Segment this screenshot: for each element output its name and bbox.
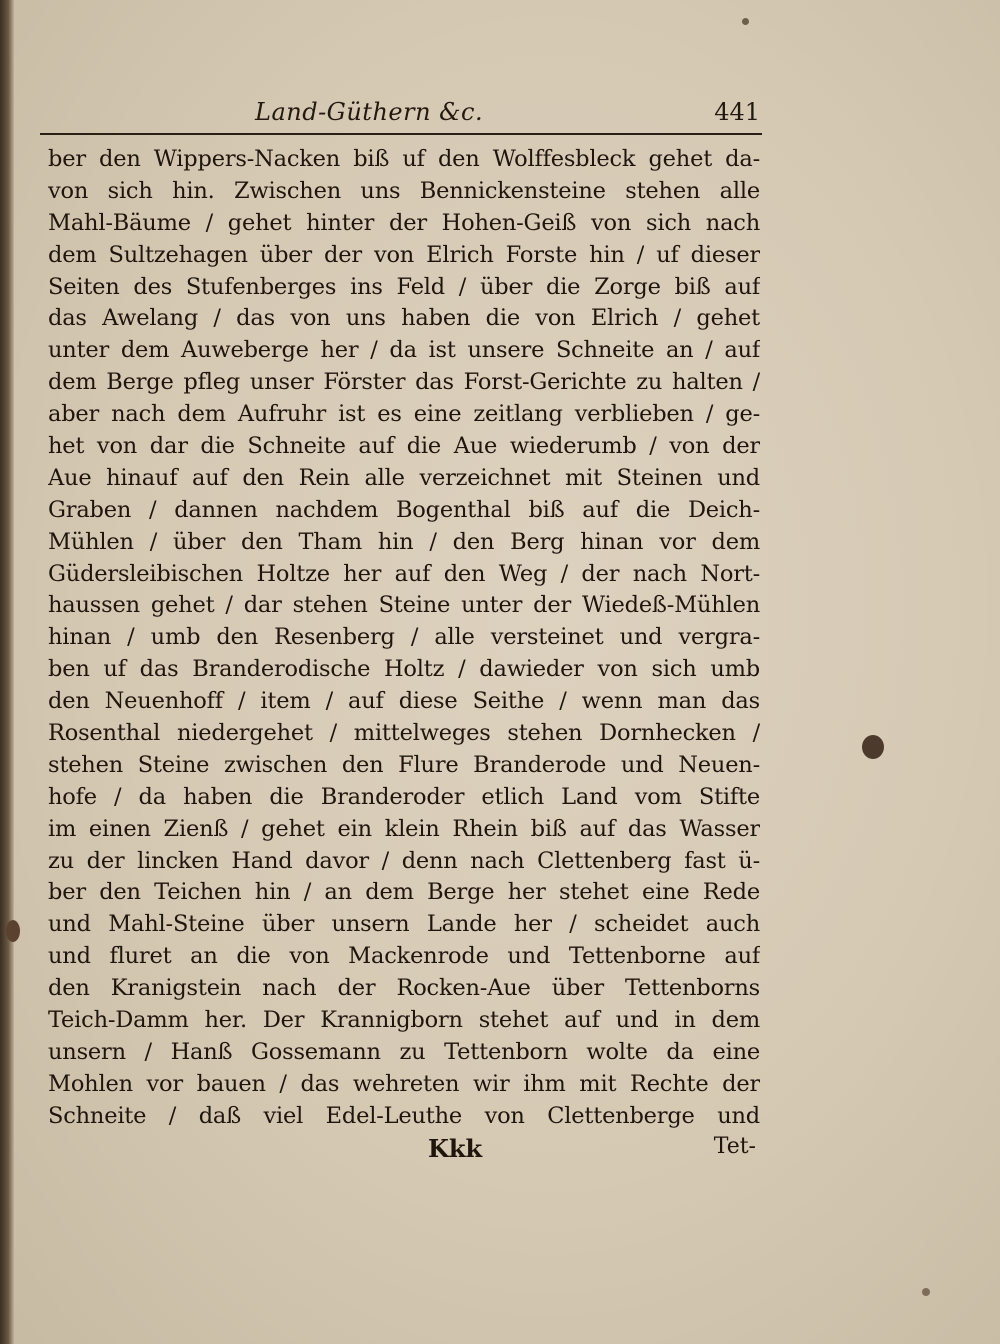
page-number: 441: [714, 98, 760, 126]
page-footer: [48, 1134, 760, 1168]
text-line: im einen Zienß / gehet ein klein Rhein biß auf das Wasser: [48, 815, 760, 842]
page-header: [40, 96, 760, 130]
text-line: zu der lincken Hand davor / denn nach Clettenberg fast ü-: [48, 847, 760, 874]
ink-stain: [6, 920, 20, 942]
ink-stain: [862, 735, 884, 759]
text-line: von sich hin. Zwischen uns Bennickensteine stehen alle: [48, 177, 760, 204]
text-line: den Kranigstein nach der Rocken-Aue über Tettenborns: [48, 975, 760, 1002]
signature-mark: Kkk: [428, 1134, 483, 1163]
text-line: Mühlen / über den Tham hin / den Berg hinan vor dem: [48, 528, 760, 555]
header-rule: [40, 133, 762, 135]
text-line: Graben / dannen nachdem Bogenthal biß auf die Deich-: [48, 496, 760, 523]
text-line: und fluret an die von Mackenrode und Tettenborne auf: [48, 943, 760, 970]
text-line: hofe / da haben die Branderoder etlich Land vom Stifte: [48, 783, 760, 810]
text-line: Teich-Damm her. Der Krannigborn stehet auf und in dem: [48, 1007, 760, 1034]
text-line: Güdersleibischen Holtze her auf den Weg / der nach Nort-: [48, 560, 760, 587]
text-line: hinan / umb den Resenberg / alle versteinet und vergra-: [48, 624, 760, 651]
text-line: dem Berge pfleg unser Förster das Forst-Gerichte zu halten /: [48, 369, 760, 396]
text-line: Rosenthal niedergehet / mittelweges stehen Dornhecken /: [48, 720, 760, 747]
text-line: Mahl-Bäume / gehet hinter der Hohen-Geiß von sich nach: [48, 209, 760, 236]
body-text: [48, 144, 760, 1133]
text-line: Aue hinauf auf den Rein alle verzeichnet mit Steinen und: [48, 464, 760, 491]
text-line: ber den Wippers-Nacken biß uf den Wolffesbleck gehet da-: [48, 146, 760, 172]
paper-speck: [742, 18, 749, 25]
text-line: aber nach dem Aufruhr ist es eine zeitlang verblieben / ge-: [48, 401, 760, 428]
catchword: Tet-: [713, 1134, 756, 1159]
text-line: ben uf das Branderodische Holtz / dawieder von sich umb: [48, 656, 760, 683]
text-line: het von dar die Schneite auf die Aue wiederumb / von der: [48, 433, 760, 460]
text-line: unter dem Auweberge her / da ist unsere Schneite an / auf: [48, 337, 760, 364]
paper-speck: [922, 1288, 930, 1296]
text-line: stehen Steine zwischen den Flure Branderode und Neuen-: [48, 751, 760, 778]
text-line: unsern / Hanß Gossemann zu Tettenborn wolte da eine: [48, 1038, 760, 1065]
text-line: und Mahl-Steine über unsern Lande her / scheidet auch: [48, 911, 760, 938]
text-line: Schneite / daß viel Edel-Leuthe von Clettenberge und: [48, 1102, 760, 1129]
text-line: haussen gehet / dar stehen Steine unter der Wiedeß-Mühlen: [48, 592, 760, 619]
book-gutter: [0, 0, 14, 1344]
text-line: Mohlen vor bauen / das wehreten wir ihm mit Rechte der: [48, 1070, 760, 1097]
text-line: das Awelang / das von uns haben die von Elrich / gehet: [48, 305, 760, 332]
text-line: den Neuenhoff / item / auf diese Seithe / wenn man das: [48, 688, 760, 715]
running-head: Land-Güthern &c.: [255, 98, 484, 126]
text-line: Seiten des Stufenberges ins Feld / über die Zorge biß auf: [48, 273, 760, 300]
text-line: ber den Teichen hin / an dem Berge her stehet eine Rede: [48, 879, 760, 906]
text-line: dem Sultzehagen über der von Elrich Forste hin / uf dieser: [48, 241, 760, 268]
